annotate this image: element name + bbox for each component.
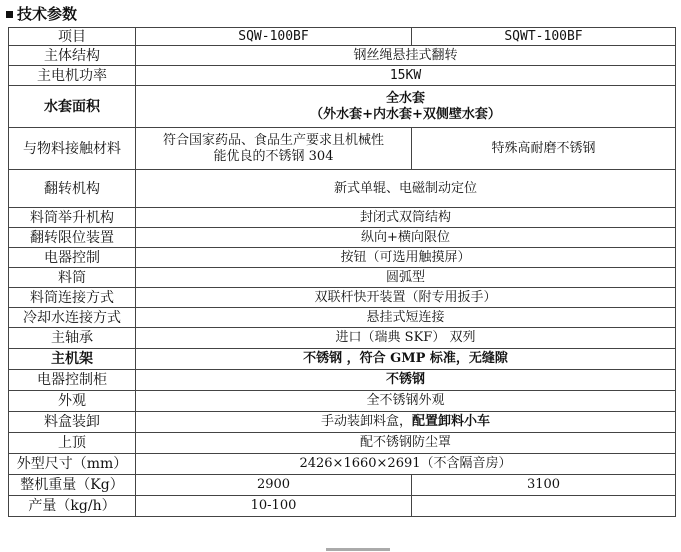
row-value-b: 3100 — [412, 475, 676, 496]
row-label: 翻转机构 — [9, 170, 136, 208]
row-label: 翻转限位装置 — [9, 228, 136, 248]
row-value: 悬挂式短连接 — [136, 308, 676, 328]
spec-table — [8, 27, 676, 517]
section-heading — [0, 2, 681, 24]
row-label: 电器控制柜 — [9, 370, 136, 391]
row-label: 主体结构 — [9, 46, 136, 66]
row-value: 新式单辊、电磁制动定位 — [136, 170, 676, 208]
scroll-indicator — [326, 548, 390, 551]
row-value: 不锈钢 — [136, 370, 676, 391]
row-label: 主机架 — [9, 349, 136, 370]
row-value — [136, 412, 676, 433]
row-label: 料筒 — [9, 268, 136, 288]
table-row — [9, 391, 676, 412]
row-value — [136, 86, 676, 128]
header-item: 项目 — [9, 28, 136, 46]
table-row — [9, 349, 676, 370]
row-label: 上顶 — [9, 433, 136, 454]
value-line: （外水套+内水套+双侧壁水套） — [310, 106, 501, 122]
row-label: 料筒连接方式 — [9, 288, 136, 308]
table-row — [9, 248, 676, 268]
table-row — [9, 475, 676, 496]
table-row — [9, 308, 676, 328]
value-line: 全水套 — [385, 90, 425, 106]
row-value: 钢丝绳悬挂式翻转 — [136, 46, 676, 66]
row-value-b: 特殊高耐磨不锈钢 — [412, 128, 676, 170]
row-value: 2426×1660×2691（不含隔音房） — [136, 454, 676, 475]
table-row — [9, 66, 676, 86]
table-row — [9, 86, 676, 128]
row-label: 主轴承 — [9, 328, 136, 349]
row-label: 水套面积 — [9, 86, 136, 128]
header-model-a: SQW-100BF — [136, 28, 412, 46]
row-label: 料盒装卸 — [9, 412, 136, 433]
table-row — [9, 228, 676, 248]
table-row — [9, 328, 676, 349]
row-value: 进口（瑞典 SKF） 双列 — [136, 328, 676, 349]
row-label: 整机重量（Kg） — [9, 475, 136, 496]
value-line: 符合国家药品、食品生产要求且机械性 — [162, 132, 384, 148]
header-model-b: SQWT-100BF — [412, 28, 676, 46]
table-row — [9, 370, 676, 391]
value-bold: 配置卸料小车 — [412, 414, 491, 429]
row-value-empty — [412, 496, 676, 517]
row-value: 不锈钢 ，符合 GMP 标准，无缝隙 — [136, 349, 676, 370]
bullet-square-icon — [6, 11, 13, 18]
row-value-a: 2900 — [136, 475, 412, 496]
table-row — [9, 412, 676, 433]
value-normal: 手动装卸料盒， — [320, 414, 412, 429]
row-value: 配不锈钢防尘罩 — [136, 433, 676, 454]
row-value: 全不锈钢外观 — [136, 391, 676, 412]
table-row — [9, 268, 676, 288]
table-row — [9, 288, 676, 308]
row-value: 圆弧型 — [136, 268, 676, 288]
table-row — [9, 496, 676, 517]
row-value: 双联杆快开装置（附专用扳手） — [136, 288, 676, 308]
section-title: 技术参数 — [17, 5, 78, 23]
row-label: 冷却水连接方式 — [9, 308, 136, 328]
table-row — [9, 208, 676, 228]
table-row — [9, 433, 676, 454]
row-label: 与物料接触材料 — [9, 128, 136, 170]
table-row — [9, 46, 676, 66]
value-line: 能优良的不锈钢 304 — [213, 148, 334, 164]
row-label: 外型尺寸（mm） — [9, 454, 136, 475]
table-header-row — [9, 28, 676, 46]
table-row — [9, 128, 676, 170]
row-label: 产量（kg/h） — [9, 496, 136, 517]
row-label: 外观 — [9, 391, 136, 412]
row-value: 纵向+横向限位 — [136, 228, 676, 248]
row-label: 电器控制 — [9, 248, 136, 268]
row-value: 封闭式双筒结构 — [136, 208, 676, 228]
row-value: 按钮（可选用触摸屏） — [136, 248, 676, 268]
row-value: 10-100 — [136, 496, 412, 517]
row-value: 15KW — [136, 66, 676, 86]
table-row — [9, 170, 676, 208]
row-value-a — [136, 128, 412, 170]
row-label: 主电机功率 — [9, 66, 136, 86]
row-label: 料筒举升机构 — [9, 208, 136, 228]
table-row — [9, 454, 676, 475]
